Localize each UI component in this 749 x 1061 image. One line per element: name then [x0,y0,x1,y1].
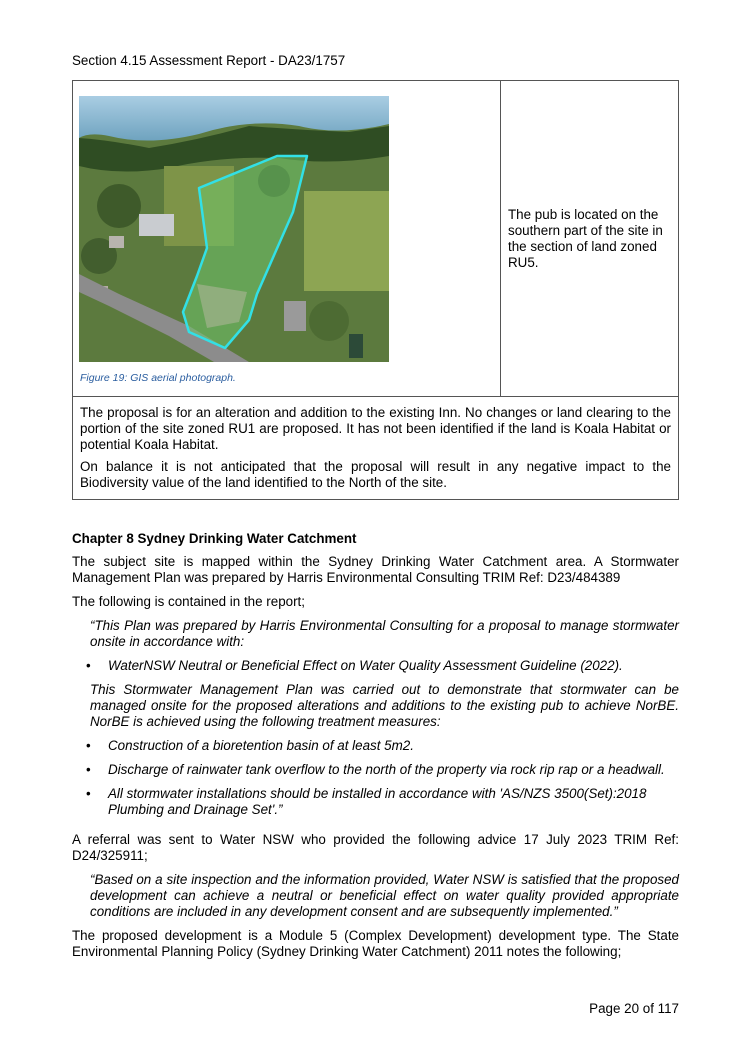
bullet-icon: • [86,658,91,673]
section-heading: Chapter 8 Sydney Drinking Water Catchment [72,531,357,546]
figure-side-note: The pub is located on the southern part of the site in the section of land zoned RU5. [508,207,663,270]
bullet-icon: • [86,762,91,777]
gis-aerial-photograph [79,96,389,362]
list-item [72,786,679,818]
list-item-text: All stormwater installations should be installed in accordance with 'AS/NZS 3500(Set):2018 Plumbing and Drainage Set'.” [108,786,647,817]
table-column-divider [500,81,501,396]
guideline-list [72,658,679,674]
quote-2: This Stormwater Management Plan was carried out to demonstrate that stormwater can be managed onsite for the proposed alterations and additions to the existing pub to achieve NorBE. NorBE is achieved using the following treatment measures: [90,682,679,729]
figure-table-row [72,80,679,397]
biodiversity-summary-cell [72,396,679,500]
report-header: Section 4.15 Assessment Report - DA23/1757 [72,53,346,68]
chapter-8-section [72,531,679,968]
list-item [72,658,679,674]
paragraph-4: The proposed development is a Module 5 (Complex Development) development type. The State Environmental Planning Policy (Sydney Drinking Water Catchment) 2011 notes the following; [72,928,679,959]
bullet-icon: • [86,786,91,801]
paragraph-1: The subject site is mapped within the Sydney Drinking Water Catchment area. A Stormwater Management Plan was prepared by Harris Environmental Consulting TRIM Ref: D23/484389 [72,554,679,585]
quote-3: “Based on a site inspection and the information provided, Water NSW is satisfied that the proposed development can achieve a neutral or beneficial effect on water quality provided appropriate conditions are included in any development consent and are subsequently implemented.” [90,872,679,919]
paragraph-3: A referral was sent to Water NSW who provided the following advice 17 July 2023 TRIM Ref: D24/325911; [72,832,679,863]
list-item [72,738,679,754]
quote-1: “This Plan was prepared by Harris Environmental Consulting for a proposal to manage stormwater onsite in accordance with: [90,618,679,649]
biodiversity-paragraph-1: The proposal is for an alteration and addition to the existing Inn. No changes or land clearing to the portion of the site zoned RU1 are proposed. It has not been identified if the land is Koala Habitat or potential Koala Habitat. [80,405,671,452]
list-item-text: WaterNSW Neutral or Beneficial Effect on Water Quality Assessment Guideline (2022). [108,658,623,673]
paragraph-2: The following is contained in the report; [72,594,305,609]
treatment-measures-list [72,738,679,818]
bullet-icon: • [86,738,91,753]
list-item-text: Construction of a bioretention basin of at least 5m2. [108,738,414,753]
list-item-text: Discharge of rainwater tank overflow to the north of the property via rock rip rap or a headwall. [108,762,665,777]
list-item [72,762,679,778]
biodiversity-paragraph-2: On balance it is not anticipated that the proposal will result in any negative impact to the Biodiversity value of the land identified to the North of the site. [80,459,671,490]
figure-caption: Figure 19: GIS aerial photograph. [80,372,236,384]
page-number: Page 20 of 117 [589,1001,679,1016]
